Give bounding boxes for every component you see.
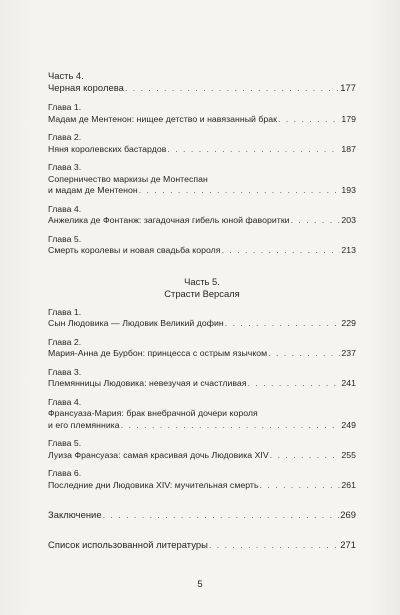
chapter-title: Луиза Франсуаза: самая красивая дочь Людовика XIV [48, 449, 269, 460]
chapter-page: 237 [341, 348, 356, 358]
part-5-heading [48, 276, 356, 300]
toc-entry [48, 367, 356, 390]
chapter-line [48, 420, 356, 432]
page-number: 5 [197, 578, 203, 589]
part-5-title: Страсти Версаля [164, 287, 240, 299]
chapter-label: Глава 1. [48, 306, 82, 317]
chapter-title-cont: и мадам де Ментенон [48, 185, 138, 195]
chapter-line [48, 450, 356, 462]
chapter-line [48, 245, 356, 257]
dot-leader [222, 245, 341, 257]
bibliography-line [48, 539, 356, 551]
bibliography-page: 271 [340, 539, 356, 550]
bibliography-title: Список использованной литературы [48, 539, 208, 550]
dot-leader [103, 509, 340, 521]
toc-entry [48, 337, 356, 360]
toc-entry [48, 102, 356, 125]
dot-leader [121, 420, 341, 432]
chapter-label: Глава 2. [48, 336, 82, 347]
chapter-page: 229 [341, 318, 356, 328]
chapter-line [48, 378, 356, 390]
chapter-title-line [48, 174, 356, 186]
chapter-title: Анжелика де Фонтанж: загадочная гибель юной фаворитки [48, 215, 290, 225]
chapter-title-line [48, 408, 356, 420]
chapter-label: Глава 1. [48, 102, 82, 112]
chapter-label: Глава 4. [48, 203, 82, 214]
dot-leader [268, 348, 340, 360]
chapter-label: Глава 5. [48, 233, 82, 244]
toc-entry [48, 234, 356, 257]
chapter-page: 261 [341, 479, 356, 490]
chapter-label: Глава 3. [48, 366, 82, 377]
chapter-title: Смерть королевы и новая свадьба короля [48, 245, 221, 255]
dot-leader [248, 378, 341, 390]
toc-entry [48, 204, 356, 227]
part-4-label: Часть 4. [48, 70, 84, 81]
toc-entry [48, 307, 356, 330]
toc-entry [48, 162, 356, 197]
conclusion-line [48, 509, 356, 521]
dot-leader [260, 480, 341, 492]
chapter-line [48, 215, 356, 227]
dot-leader [291, 215, 341, 227]
chapter-page: 203 [341, 215, 356, 225]
chapter-title: Соперничество маркизы де Монтеспан [48, 173, 208, 184]
chapter-label: Глава 2. [48, 132, 82, 142]
dot-leader [167, 144, 340, 156]
part-5-chapters [48, 307, 356, 492]
chapter-label: Глава 6. [48, 468, 82, 478]
table-of-contents [48, 70, 356, 551]
part-5-label: Часть 5. [184, 275, 220, 287]
dot-leader [209, 539, 339, 551]
part-4-chapters [48, 102, 356, 257]
chapter-page: 187 [341, 143, 356, 154]
chapter-label: Глава 3. [48, 162, 82, 172]
bibliography-entry [48, 539, 356, 551]
chapter-line [48, 348, 356, 360]
chapter-line [48, 185, 356, 197]
chapter-page: 213 [341, 245, 356, 255]
conclusion-entry [48, 509, 356, 521]
toc-entry [48, 397, 356, 432]
chapter-title: Сын Людовика — Людовик Великий дофин [48, 318, 224, 328]
chapter-label: Глава 4. [48, 396, 82, 407]
dot-leader [225, 318, 341, 330]
chapter-label: Глава 5. [48, 438, 82, 448]
chapter-page: 241 [341, 378, 356, 388]
chapter-title: Мария-Анна де Бурбон: принцесса с острым язычком [48, 348, 268, 358]
conclusion-page: 269 [340, 509, 356, 520]
conclusion-title: Заключение [48, 509, 102, 520]
toc-entry [48, 132, 356, 155]
part-4-title: Черная королева [48, 82, 124, 93]
dot-leader [270, 450, 341, 462]
part-4-page: 177 [340, 82, 356, 93]
chapter-title-cont: и его племянника [48, 419, 120, 430]
chapter-page: 193 [341, 185, 356, 195]
dot-leader [125, 82, 339, 94]
chapter-line [48, 114, 356, 126]
chapter-title: Племянницы Людовика: невезучая и счастливая [48, 378, 247, 388]
chapter-title: Последние дни Людовика XIV: мучительная смерть [48, 479, 259, 490]
toc-entry-part-4 [48, 82, 356, 94]
chapter-page: 179 [341, 113, 356, 124]
chapter-page: 255 [341, 449, 356, 460]
chapter-line [48, 480, 356, 492]
dot-leader [139, 185, 341, 197]
dot-leader [278, 114, 340, 126]
chapter-title: Няня королевских бастардов [48, 143, 167, 154]
part-4-heading [48, 70, 356, 94]
chapter-line [48, 144, 356, 156]
chapter-line [48, 318, 356, 330]
chapter-title: Мадам де Ментенон: нищее детство и навязанный брак [48, 113, 278, 124]
chapter-title: Франсуаза-Мария: брак внебрачной дочери короля [48, 408, 258, 418]
toc-entry [48, 468, 356, 491]
chapter-page: 249 [341, 419, 356, 430]
toc-entry [48, 438, 356, 461]
